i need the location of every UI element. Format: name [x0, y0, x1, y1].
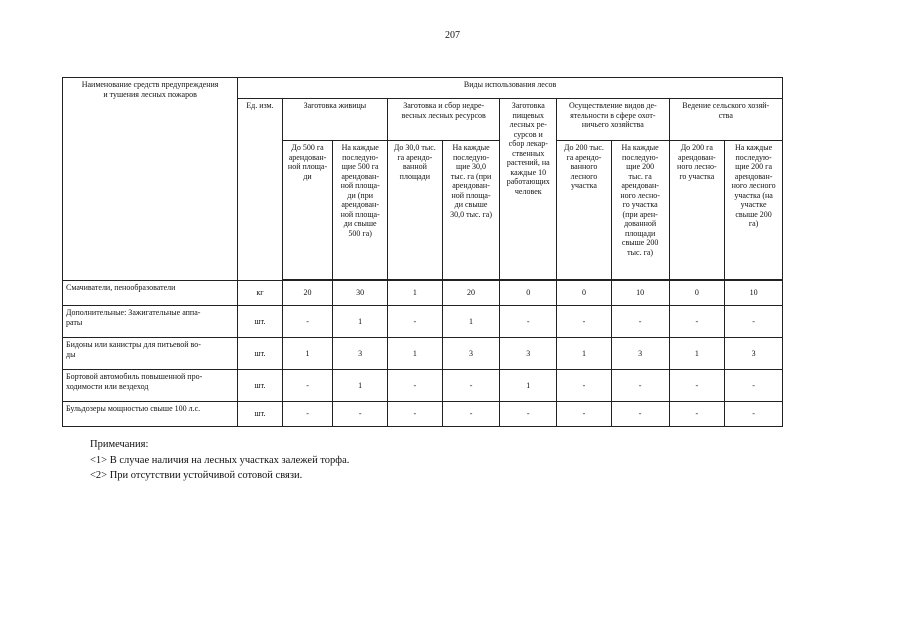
table-cell: -	[725, 306, 783, 338]
table-cell: -	[388, 370, 443, 402]
table-row	[63, 281, 783, 306]
subheader-resin-each: На каждые последую- щие 500 га арендован- ной площа- ди (при арендован- ной площа- ди свыше 500 га)	[333, 141, 388, 280]
table-cell: -	[557, 402, 612, 427]
table-cell: 1	[282, 338, 333, 370]
subheader-agriculture-base: До 200 га арендован- ного лесно- го участка	[669, 141, 725, 280]
table-cell: 1	[333, 306, 388, 338]
table-cell: 10	[725, 281, 783, 306]
subheader-non-timber-base: До 30,0 тыс. га арендо- ванной площади	[388, 141, 443, 280]
header-group-agriculture: Ведение сельского хозяй- ства	[669, 99, 783, 141]
table-cell: 0	[557, 281, 612, 306]
table-cell: -	[669, 306, 725, 338]
note-item: <1> В случае наличия на лесных участках залежей торфа.	[90, 454, 350, 466]
table-row	[63, 402, 783, 427]
table-cell: -	[669, 402, 725, 427]
header-group-non-timber: Заготовка и сбор недре- весных лесных ресурсов	[388, 99, 500, 141]
header-unit: Ед. изм.	[238, 99, 283, 281]
forest-fire-equipment-table	[62, 77, 783, 427]
row-unit: шт.	[238, 338, 283, 370]
row-unit: шт.	[238, 370, 283, 402]
row-name: Бортовой автомобиль повышенной про- ходимости или вездеход	[63, 370, 238, 402]
table-cell: -	[669, 370, 725, 402]
table-cell: -	[611, 306, 669, 338]
page-number: 207	[445, 30, 460, 41]
header-group-food-resources: Заготовка пищевых лесных ре- сурсов и сбор лекар- ственных растений, на каждые 10 работающих человек	[500, 99, 557, 280]
table-cell: 20	[442, 281, 500, 306]
header-forest-use-kinds: Виды использования лесов	[238, 78, 783, 99]
table-cell: 20	[282, 281, 333, 306]
table-cell: 1	[500, 370, 557, 402]
notes	[90, 437, 349, 484]
note-item: <2> При отсутствии устойчивой сотовой связи.	[90, 470, 303, 481]
table-row	[63, 370, 783, 402]
header-equipment-name: Наименование средств предупреждения и тушения лесных пожаров	[63, 78, 238, 281]
subheader-agriculture-each: На каждые последую- щие 200 га арендован- ного лесного участка (на участке свыше 200 га)	[725, 141, 783, 280]
row-name: Дополнительные: Зажигательные аппа- раты	[63, 306, 238, 338]
table-cell: -	[611, 402, 669, 427]
table-cell: -	[442, 370, 500, 402]
row-unit: шт.	[238, 402, 283, 427]
table-cell: 1	[388, 281, 443, 306]
table-cell: -	[725, 370, 783, 402]
table-cell: -	[611, 370, 669, 402]
row-name: Смачиватели, пенообразователи	[63, 281, 238, 306]
subheader-resin-base: До 500 га арендован- ной площа- ди	[282, 141, 333, 280]
table-cell: -	[333, 402, 388, 427]
table-cell: -	[442, 402, 500, 427]
table-cell: -	[282, 370, 333, 402]
subheader-hunting-each: На каждые последую- щие 200 тыс. га арендован- ного лесно- го участка (при арен- дованной площади свыше 200 тыс. га)	[611, 141, 669, 280]
table-cell: -	[500, 306, 557, 338]
table-cell: 30	[333, 281, 388, 306]
table-cell: 1	[669, 338, 725, 370]
table-cell: 3	[611, 338, 669, 370]
row-unit: кг	[238, 281, 283, 306]
table-cell: 0	[669, 281, 725, 306]
table-cell: -	[388, 306, 443, 338]
table-cell: 3	[442, 338, 500, 370]
table-cell: -	[557, 306, 612, 338]
table-cell: -	[557, 370, 612, 402]
table-cell: 3	[333, 338, 388, 370]
table-cell: 3	[725, 338, 783, 370]
subheader-non-timber-each: На каждые последую- щие 30,0 тыс. га (при арендован- ной площа- ди свыше 30,0 тыс. га)	[442, 141, 500, 280]
row-name: Бидоны или канистры для питьевой во- ды	[63, 338, 238, 370]
row-name: Бульдозеры мощностью свыше 100 л.с.	[63, 402, 238, 427]
table-cell: -	[282, 402, 333, 427]
table-cell: -	[388, 402, 443, 427]
table-cell: 1	[442, 306, 500, 338]
table-cell: 0	[500, 281, 557, 306]
table-cell: -	[282, 306, 333, 338]
table-row	[63, 338, 783, 370]
table-cell: 1	[557, 338, 612, 370]
table-cell: 10	[611, 281, 669, 306]
header-group-hunting: Осуществление видов де- ятельности в сфере охот- ничьего хозяйства	[557, 99, 669, 141]
table-cell: 1	[333, 370, 388, 402]
notes-title: Примечания:	[90, 439, 149, 450]
table-cell: 1	[388, 338, 443, 370]
row-unit: шт.	[238, 306, 283, 338]
table-cell: 3	[500, 338, 557, 370]
subheader-hunting-base: До 200 тыс. га арендо- ванного лесного участка	[557, 141, 612, 280]
table-cell: -	[500, 402, 557, 427]
table-row	[63, 306, 783, 338]
header-group-resin: Заготовка живицы	[282, 99, 387, 141]
table-cell: -	[725, 402, 783, 427]
